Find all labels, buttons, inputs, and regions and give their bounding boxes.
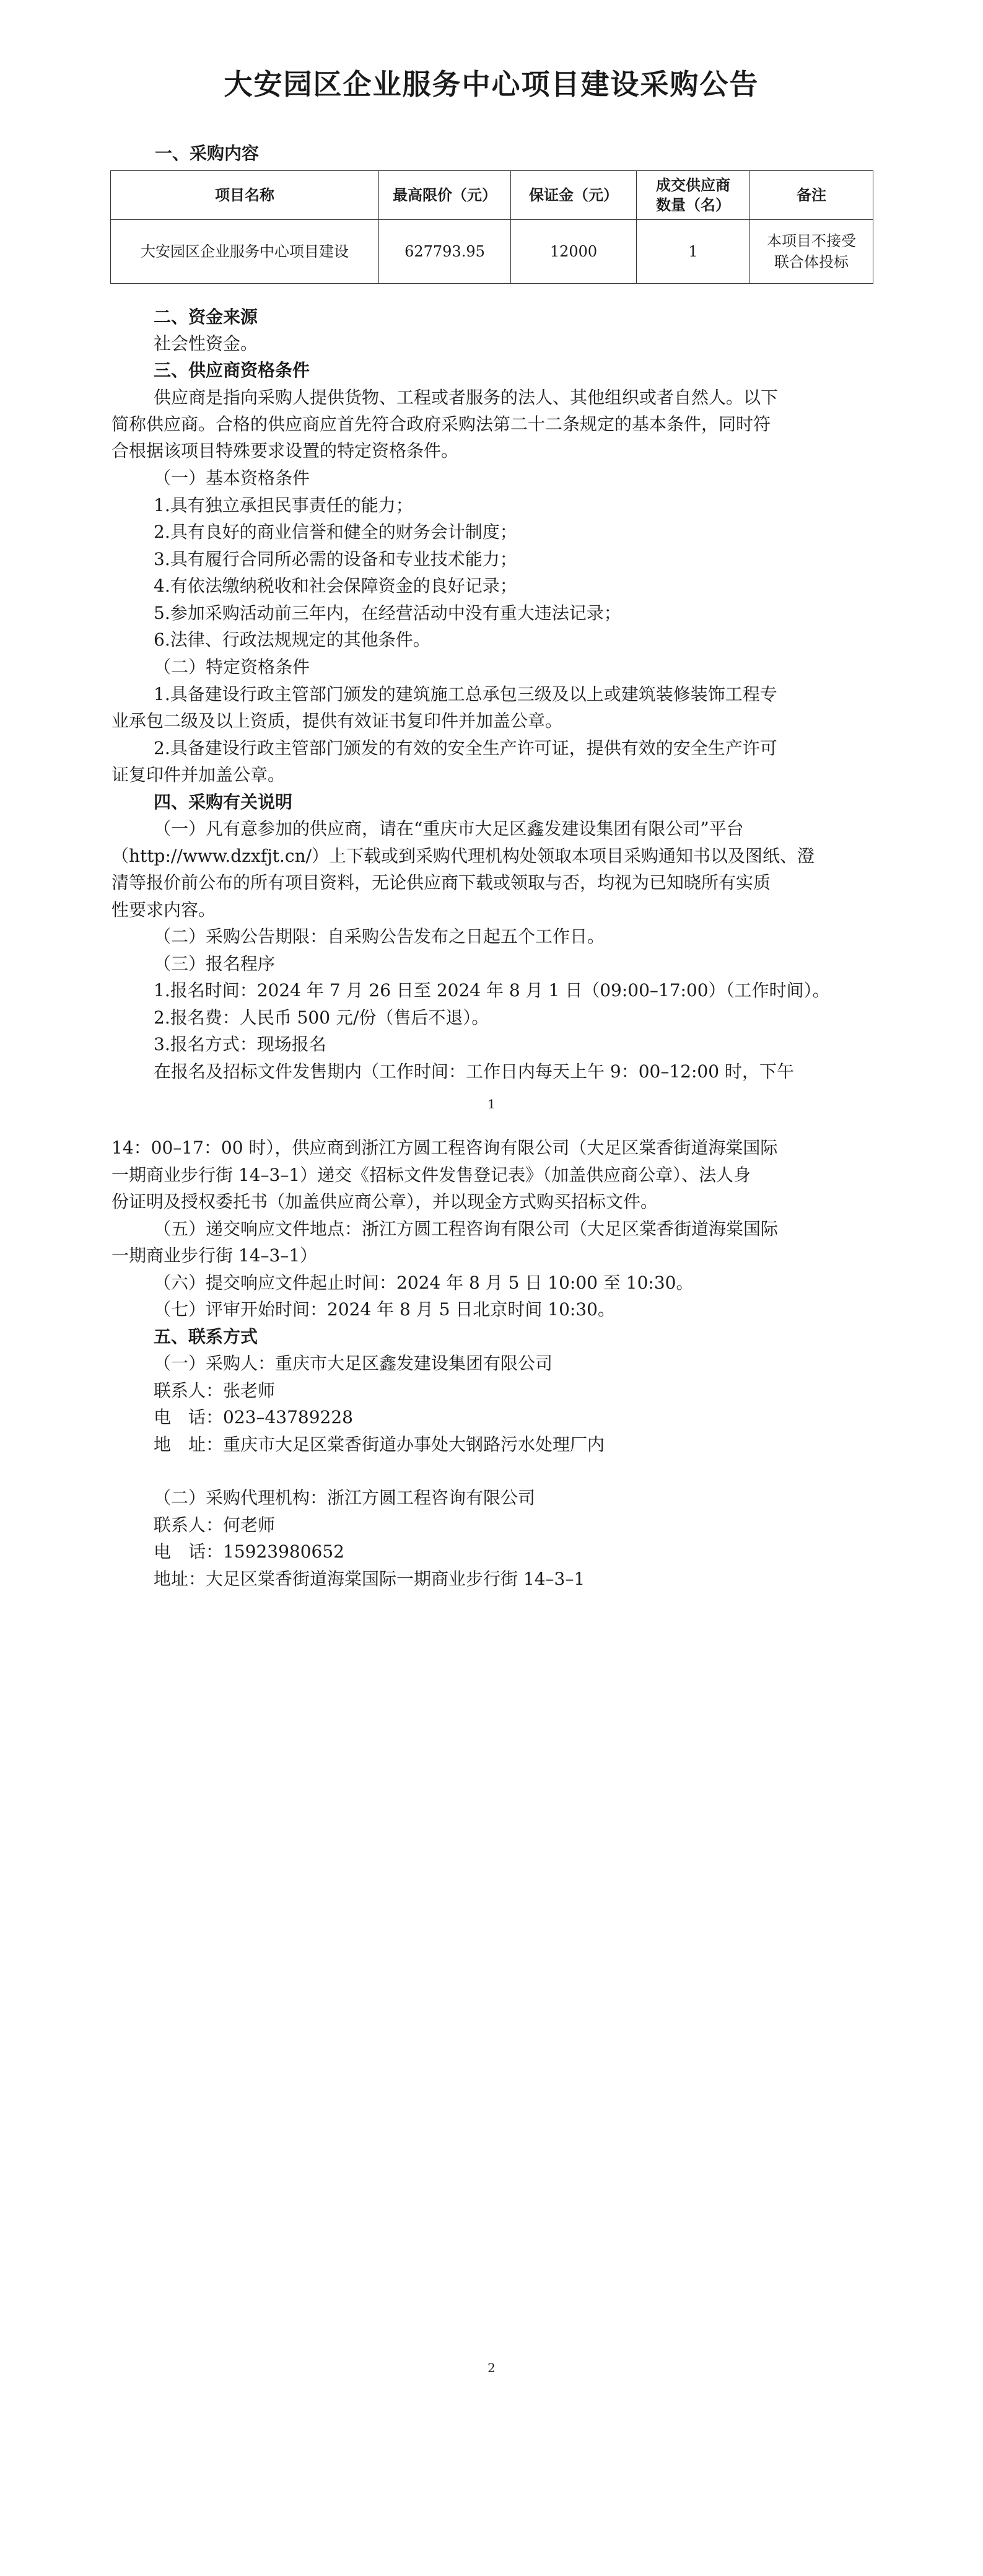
contact-agent: （二）采购代理机构：浙江方圆工程咨询有限公司 <box>154 1487 536 1508</box>
table-header: 项目名称 <box>111 171 379 220</box>
table-header <box>637 171 750 220</box>
contact-agent-person: 联系人：何老师 <box>154 1515 276 1535</box>
table-header-text: 数量（名） <box>656 196 730 214</box>
paragraph-line: 社会性资金。 <box>154 333 258 354</box>
paragraph-line: （一）凡有意参加的供应商，请在“重庆市大足区鑫发建设集团有限公司”平台 <box>154 818 744 839</box>
table-header-row <box>111 171 873 220</box>
section-heading-contact: 五、联系方式 <box>154 1326 258 1347</box>
list-item: 4.有依法缴纳税收和社会保障资金的良好记录； <box>154 576 517 596</box>
paragraph-line: 合根据该项目特殊要求设置的特定资格条件。 <box>111 440 459 461</box>
table-header <box>511 171 637 220</box>
paragraph-line: 证复印件并加盖公章。 <box>111 764 286 785</box>
paragraph-line: （六）提交响应文件起止时间：2024 年 8 月 5 日 10:00 至 10:30。 <box>154 1273 694 1293</box>
paragraph-line: 简称供应商。合格的供应商应首先符合政府采购法第二十二条规定的基本条件，同时符 <box>111 414 771 434</box>
contact-agent-phone: 电 话：15923980652 <box>154 1541 344 1562</box>
list-item: 2.具有良好的商业信誉和健全的财务会计制度； <box>154 522 517 542</box>
table-header: 最高限价（元） <box>379 171 511 220</box>
paragraph-line: （五）递交响应文件地点：浙江方圆工程咨询有限公司（大足区棠香街道海棠国际 <box>154 1219 779 1239</box>
table-row <box>111 220 873 284</box>
paragraph-line: 清等报价前公布的所有项目资料，无论供应商下载或领取与否，均视为已知晓所有实质 <box>111 872 771 893</box>
paragraph-line: 业承包二级及以上资质，提供有效证书复印件并加盖公章。 <box>111 711 563 731</box>
paragraph-line: 一期商业步行街 14–3–1）递交《招标文件发售登记表》（加盖供应商公章）、法人身 <box>111 1165 751 1185</box>
list-item: 6.法律、行政法规规定的其他条件。 <box>154 629 430 650</box>
list-item: 1.具有独立承担民事责任的能力； <box>154 495 413 515</box>
paragraph-line: （三）报名程序 <box>154 953 276 974</box>
subheading-special-conditions: （二）特定资格条件 <box>154 657 310 677</box>
table-header-text: 保证金（元） <box>529 186 618 204</box>
paragraph-line: 1.报名时间：2024 年 7 月 26 日至 2024 年 8 月 1 日（09:00–17:00）（工作时间）。 <box>154 980 830 1001</box>
contact-buyer-address: 地 址：重庆市大足区棠香街道办事处大钢路污水处理厂内 <box>154 1434 605 1455</box>
table-cell: 12000 <box>511 220 637 284</box>
list-item: 5.参加采购活动前三年内，在经营活动中没有重大违法记录； <box>154 603 621 623</box>
table-cell <box>750 220 873 284</box>
page-number: 1 <box>487 1097 496 1111</box>
contact-buyer-person: 联系人：张老师 <box>154 1380 276 1401</box>
paragraph-line: 供应商是指向采购人提供货物、工程或者服务的法人、其他组织或者自然人。以下 <box>154 387 779 408</box>
paragraph-line: （二）采购公告期限：自采购公告发布之日起五个工作日。 <box>154 926 605 947</box>
table-cell-text: 联合体投标 <box>774 253 849 271</box>
paragraph-line: （七）评审开始时间：2024 年 8 月 5 日北京时间 10:30。 <box>154 1299 615 1320</box>
table-cell: 627793.95 <box>379 220 511 284</box>
page-title: 大安园区企业服务中心项目建设采购公告 <box>224 68 759 101</box>
paragraph-line: 14：00–17：00 时），供应商到浙江方圆工程咨询有限公司（大足区棠香街道海棠国际 <box>111 1137 778 1158</box>
paragraph-line: （http://www.dzxfjt.cn/）上下载或到采购代理机构处领取本项目采购通知书以及图纸、澄 <box>111 846 815 866</box>
table-header: 备注 <box>750 171 873 220</box>
section-heading-purchase-content: 一、采购内容 <box>155 143 260 164</box>
contact-buyer-phone: 电 话：023–43789228 <box>154 1407 353 1427</box>
paragraph-line: 性要求内容。 <box>111 900 216 920</box>
section-heading-notes: 四、采购有关说明 <box>154 792 293 812</box>
paragraph-line: 2.报名费：人民币 500 元/份（售后不退）。 <box>154 1007 489 1028</box>
paragraph-line: 3.报名方式：现场报名 <box>154 1034 326 1054</box>
section-heading-qualification: 三、供应商资格条件 <box>154 360 310 380</box>
paragraph-line: 份证明及授权委托书（加盖供应商公章），并以现金方式购买招标文件。 <box>111 1191 658 1212</box>
paragraph-line: 一期商业步行街 14–3–1） <box>111 1245 318 1266</box>
page-number: 2 <box>487 2360 496 2375</box>
list-item: 3.具有履行合同所必需的设备和专业技术能力； <box>154 549 517 569</box>
paragraph-line: 1.具备建设行政主管部门颁发的建筑施工总承包三级及以上或建筑装修装饰工程专 <box>154 684 777 704</box>
contact-agent-address: 地址：大足区棠香街道海棠国际一期商业步行街 14–3–1 <box>154 1569 585 1589</box>
contact-buyer: （一）采购人：重庆市大足区鑫发建设集团有限公司 <box>154 1353 553 1373</box>
table-cell-text: 本项目不接受 <box>767 232 856 250</box>
table-header-text: 成交供应商 <box>656 177 730 194</box>
paragraph-line: 2.具备建设行政主管部门颁发的有效的安全生产许可证，提供有效的安全生产许可 <box>154 738 777 758</box>
section-heading-funding: 二、资金来源 <box>154 307 258 327</box>
table-cell: 大安园区企业服务中心项目建设 <box>111 220 379 284</box>
paragraph-line: 在报名及招标文件发售期内（工作时间：工作日内每天上午 9：00–12:00 时，下午 <box>154 1061 794 1082</box>
purchase-table <box>110 170 873 284</box>
subheading-basic-conditions: （一）基本资格条件 <box>154 468 310 488</box>
table-cell: 1 <box>637 220 750 284</box>
